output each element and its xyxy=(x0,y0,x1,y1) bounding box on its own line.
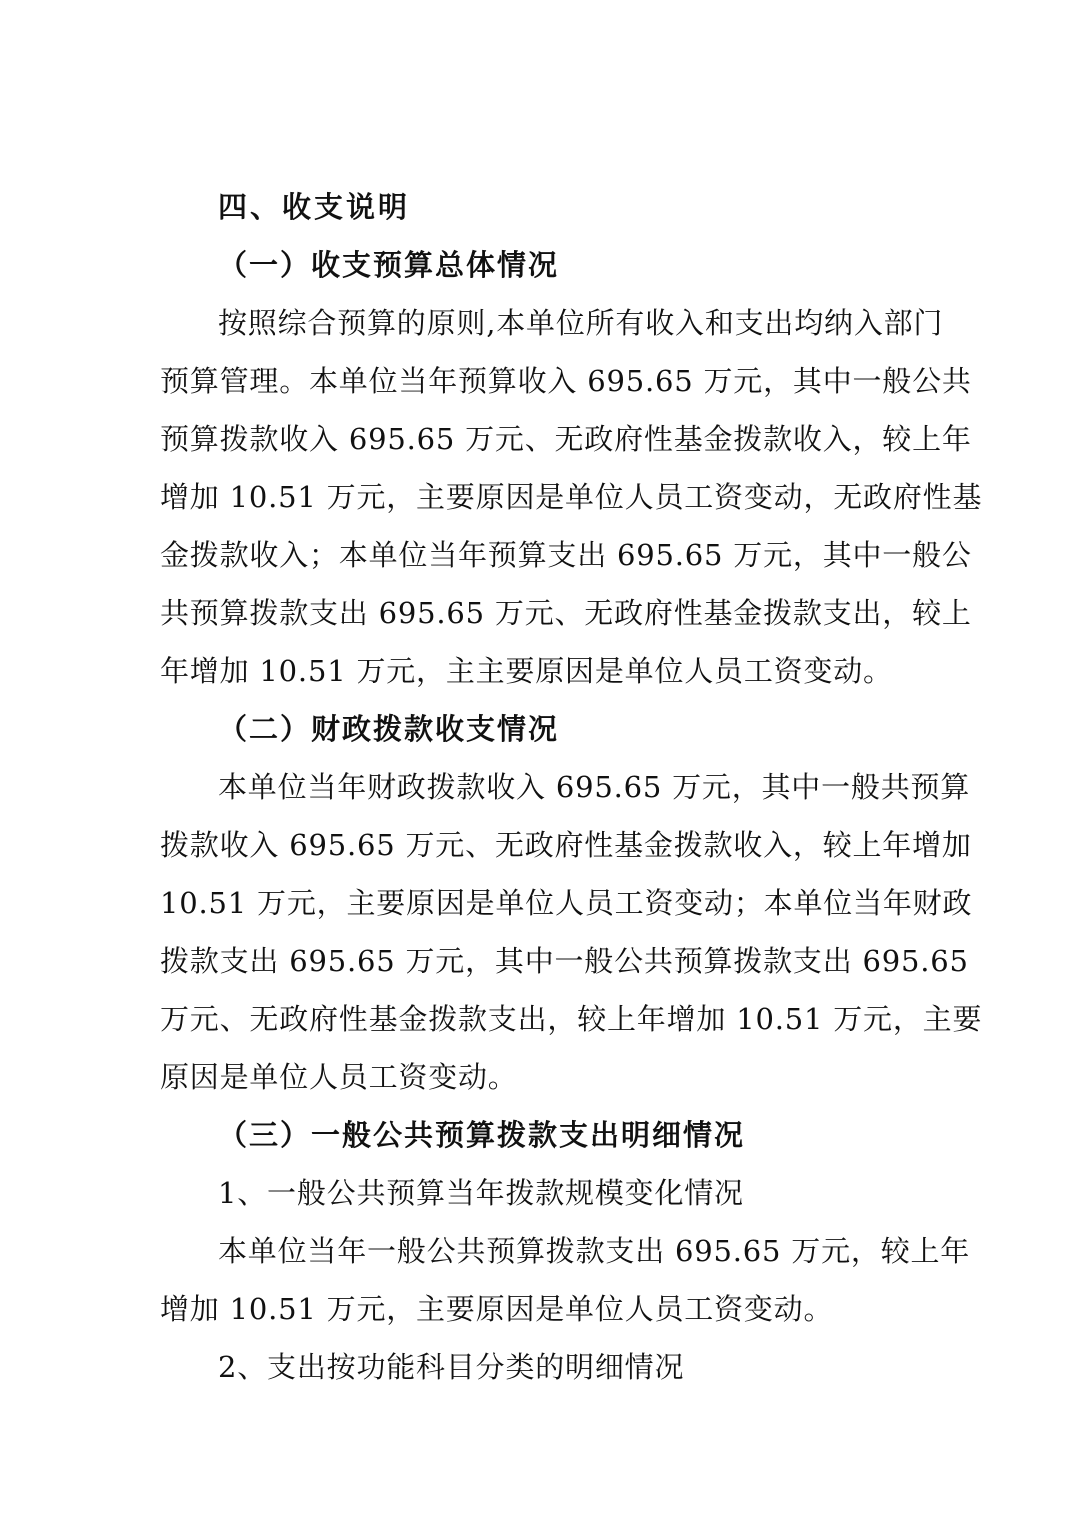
paragraph-line: 按照综合预算的原则,本单位所有收入和支出均纳入部门 xyxy=(218,306,944,340)
document-body xyxy=(160,178,983,1396)
paragraph-line: 增加 10.51 万元，主要原因是单位人员工资变动。 xyxy=(160,1292,834,1326)
paragraph-line: 年增加 10.51 万元，主主要原因是单位人员工资变动。 xyxy=(160,654,893,688)
paragraph-line: 本单位当年一般公共预算拨款支出 695.65 万元，较上年 xyxy=(218,1234,971,1268)
subsection-heading-3: （三）一般公共预算拨款支出明细情况 xyxy=(218,1118,746,1152)
paragraph-line: 预算拨款收入 695.65 万元、无政府性基金拨款收入，较上年 xyxy=(160,422,972,456)
section-title: 四、收支说明 xyxy=(218,190,411,224)
paragraph-line: 拨款收入 695.65 万元、无政府性基金拨款收入，较上年增加 xyxy=(160,828,972,862)
paragraph-line: 增加 10.51 万元，主要原因是单位人员工资变动，无政府性基 xyxy=(160,480,983,514)
paragraph-line: 金拨款收入；本单位当年预算支出 695.65 万元，其中一般公 xyxy=(160,538,972,572)
list-item-title-1: 1、一般公共预算当年拨款规模变化情况 xyxy=(218,1176,744,1210)
paragraph-line: 10.51 万元，主要原因是单位人员工资变动；本单位当年财政 xyxy=(160,886,973,920)
paragraph-line: 预算管理。本单位当年预算收入 695.65 万元，其中一般公共 xyxy=(160,364,972,398)
subsection-heading-1: （一）收支预算总体情况 xyxy=(218,248,560,282)
subsection-heading-2: （二）财政拨款收支情况 xyxy=(218,712,560,746)
paragraph-line: 本单位当年财政拨款收入 695.65 万元，其中一般共预算 xyxy=(218,770,971,804)
paragraph-line: 万元、无政府性基金拨款支出，较上年增加 10.51 万元，主要 xyxy=(160,1002,983,1036)
paragraph-line: 原因是单位人员工资变动。 xyxy=(160,1060,518,1094)
list-item-title-2: 2、支出按功能科目分类的明细情况 xyxy=(218,1350,685,1384)
paragraph-line: 共预算拨款支出 695.65 万元、无政府性基金拨款支出，较上 xyxy=(160,596,972,630)
paragraph-line: 拨款支出 695.65 万元，其中一般公共预算拨款支出 695.65 xyxy=(160,944,969,978)
